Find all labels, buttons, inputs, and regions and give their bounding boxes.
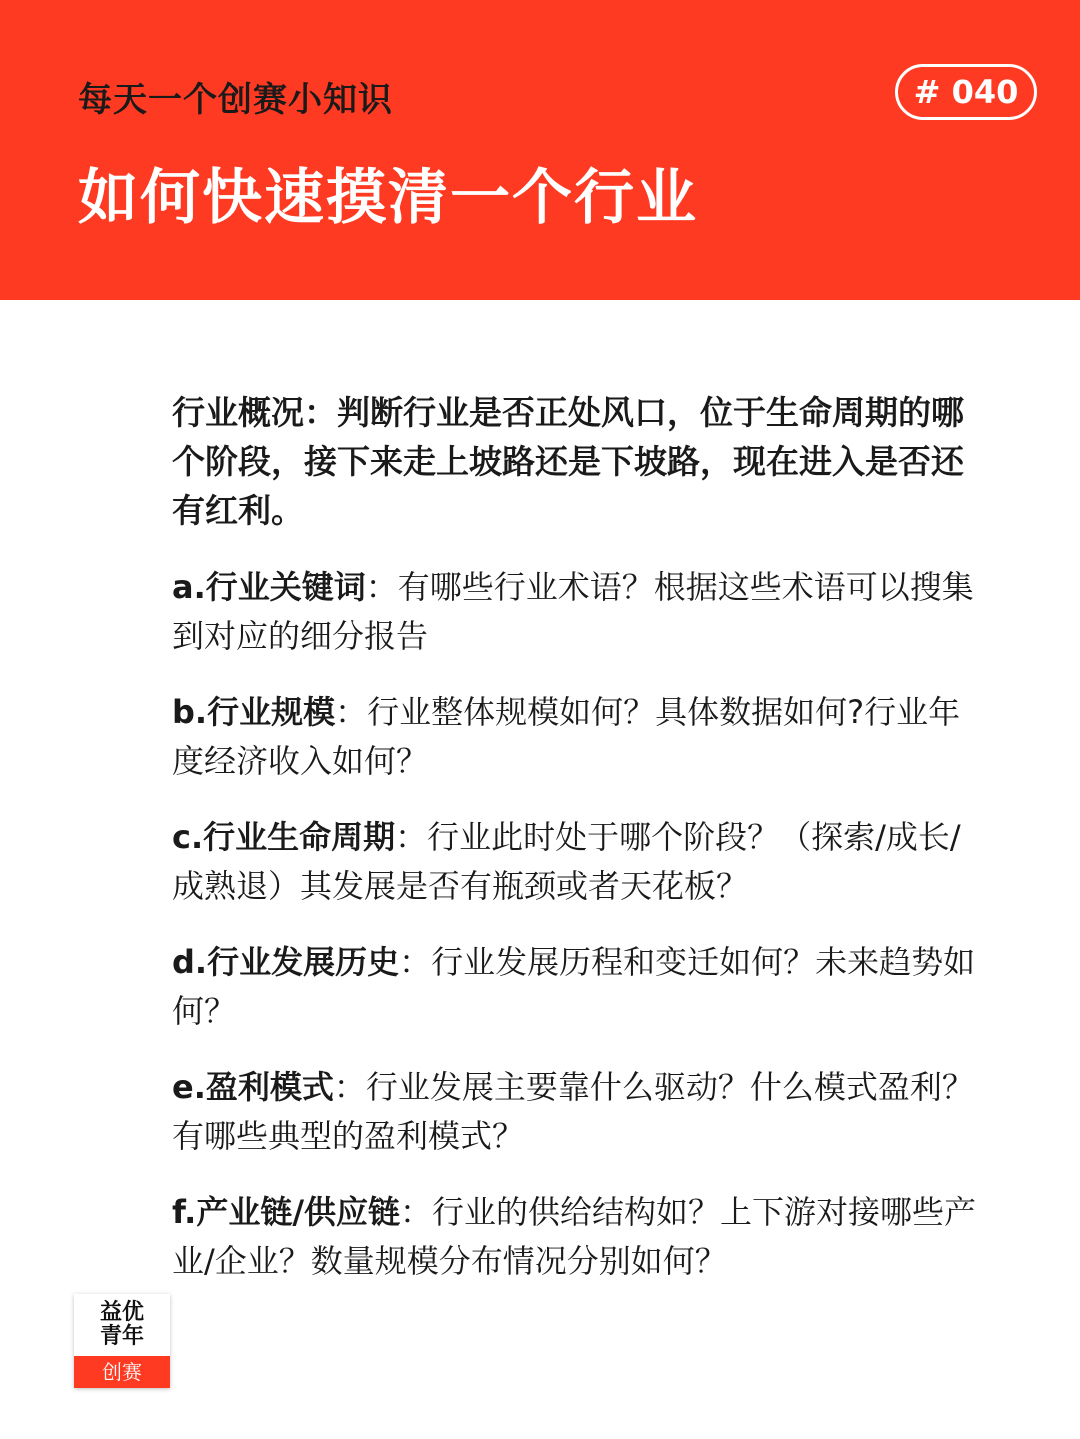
logo-tagline: 创赛 [74,1356,170,1388]
item-label: b.行业规模 [172,693,336,731]
series-title: 每天一个创赛小知识 [78,80,393,120]
item-label: a.行业关键词 [172,568,366,606]
item-label: e.盈利模式 [172,1068,334,1106]
item-text: ：行业的供给结构如？上下游对接哪些产业/企业？数量规模分布情况分别如何？ [172,1193,977,1280]
header-banner [0,0,1080,300]
issue-number-badge: # 040 [895,64,1037,120]
list-item [172,1063,992,1161]
list-item [172,938,992,1036]
article-body [172,388,992,1313]
list-item [172,813,992,911]
logo-line-2: 青年 [99,1323,144,1349]
item-text: ：行业整体规模如何？具体数据如何?行业年度经济收入如何？ [172,693,961,780]
item-text: ：行业发展历程和变迁如何？未来趋势如何？ [172,943,976,1030]
logo-wordmark [74,1294,170,1356]
item-label: f.产业链/供应链 [172,1193,401,1231]
page-title: 如何快速摸清一个行业 [78,163,698,233]
item-label: c.行业生命周期 [172,818,396,856]
item-label: d.行业发展历史 [172,943,400,981]
list-item [172,563,992,661]
list-item [172,688,992,786]
item-text: ：行业发展主要靠什么驱动？什么模式盈利？有哪些典型的盈利模式？ [172,1068,974,1155]
item-text: ：有哪些行业术语？根据这些术语可以搜集到对应的细分报告 [172,568,974,655]
list-item [172,1188,992,1286]
item-text: ：行业此时处于哪个阶段？（探索/成长/成熟退）其发展是否有瓶颈或者天花板？ [172,818,961,905]
brand-logo [74,1294,170,1388]
logo-line-1: 益优 [99,1299,144,1325]
intro-paragraph: 行业概况：判断行业是否正处风口，位于生命周期的哪个阶段，接下来走上坡路还是下坡路，现在进入是否还有红利。 [172,393,964,530]
